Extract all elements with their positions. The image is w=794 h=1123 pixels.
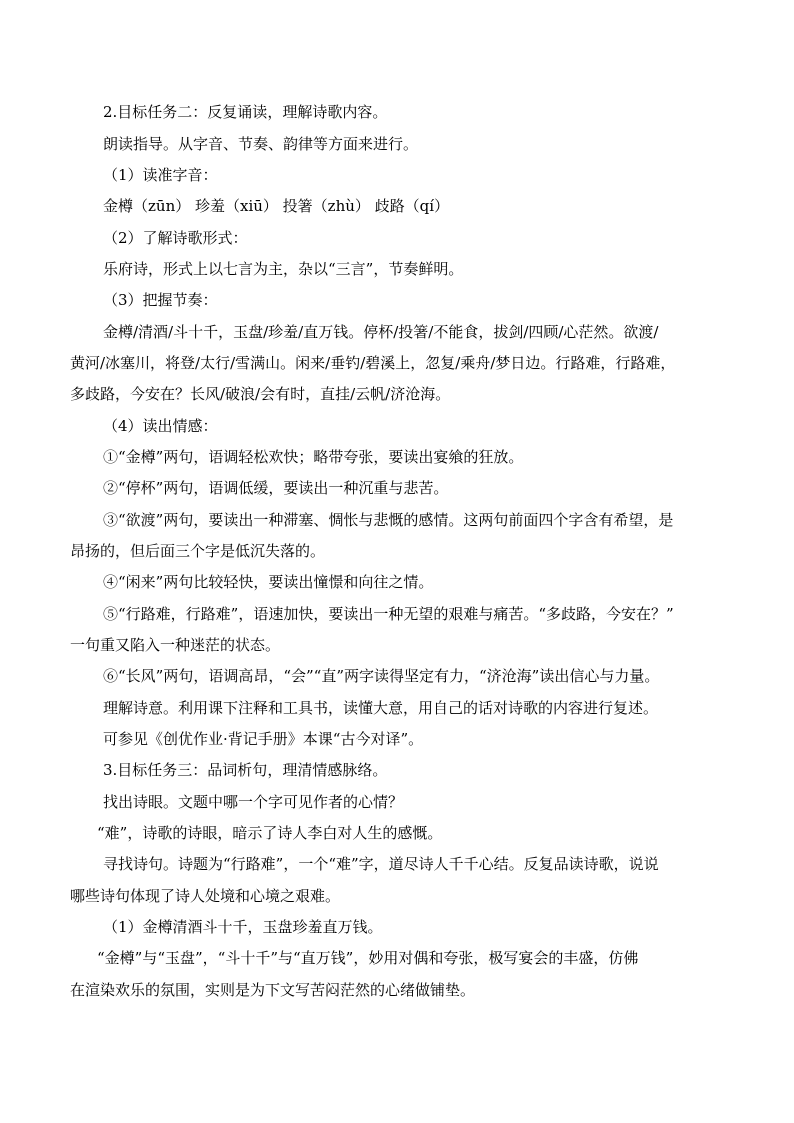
emotion-item-1: ①“金樽”两句，语调轻松欢快；略带夸张，要读出宴飨的狂放。 bbox=[103, 448, 524, 466]
paragraph-reference: 可参见《创优作业·背记手册》本课“古今对译”。 bbox=[103, 730, 424, 748]
paragraph-understand-meaning: 理解诗意。利用课下注释和工具书，读懂大意，用自己的话对诗歌的内容进行复述。 bbox=[103, 699, 659, 717]
analysis-line-1-cont: 在渲染欢乐的氛围，实则是为下文写苦闷茫然的心绪做铺垫。 bbox=[70, 981, 476, 999]
rhythm-line-2: 黄河/冰塞川，将登/太行/雪满山。闲来/垂钓/碧溪上，忽复/乘舟/梦日边。行路难，行路难， bbox=[70, 354, 676, 372]
section-heading-task-3: 3.目标任务三：品词析句，理清情感脉络。 bbox=[103, 761, 388, 779]
section-heading-task-2: 2.目标任务二：反复诵读，理解诗歌内容。 bbox=[103, 103, 388, 121]
pronunciation-list: 金樽（zūn） 珍羞（xiū） 投箸（zhù） 歧路（qí） bbox=[103, 197, 450, 215]
rhythm-line-3: 多歧路，今安在？长风/破浪/会有时，直挂/云帆/济沧海。 bbox=[70, 385, 451, 403]
emotion-item-5-cont: 一句重又陷入一种迷茫的状态。 bbox=[70, 636, 281, 654]
emotion-item-2: ②“停杯”两句，语调低缓，要读出一种沉重与悲苦。 bbox=[103, 479, 449, 497]
subheading-line-1: （1）金樽清酒斗十千，玉盘珍羞直万钱。 bbox=[103, 918, 383, 936]
rhythm-line-1: 金樽/清酒/斗十千，玉盘/珍羞/直万钱。停杯/投箸/不能食，拔剑/四顾/心茫然。欲渡/ bbox=[103, 323, 659, 341]
paragraph-reading-guide: 朗读指导。从字音、节奏、韵律等方面来进行。 bbox=[103, 135, 419, 153]
subheading-emotion: （4）读出情感： bbox=[103, 417, 218, 435]
subheading-pronunciation: （1）读准字音： bbox=[103, 166, 218, 184]
paragraph-find-lines: 寻找诗句。诗题为“行路难”，一个“难”字，道尽诗人千千心结。反复品读诗歌，说说 bbox=[103, 855, 659, 873]
paragraph-find-poem-eye: 找出诗眼。文题中哪一个字可见作者的心情？ bbox=[103, 793, 404, 811]
paragraph-poem-form: 乐府诗，形式上以七言为主，杂以“三言”，节奏鲜明。 bbox=[103, 260, 464, 278]
emotion-item-4: ④“闲来”两句比较轻快，要读出憧憬和向往之情。 bbox=[103, 573, 434, 591]
analysis-line-1: “金樽”与“玉盘”，“斗十千”与“直万钱”，妙用对偶和夸张，极写宴会的丰盛，仿佛 bbox=[97, 949, 639, 967]
emotion-item-3: ③“欲渡”两句，要读出一种滞塞、惆怅与悲慨的感情。这两句前面四个字含有希望，是 bbox=[103, 511, 674, 529]
emotion-item-3-cont: 昂扬的，但后面三个字是低沉失落的。 bbox=[70, 542, 326, 560]
emotion-item-5: ⑤“行路难，行路难”，语速加快，要读出一种无望的艰难与痛苦。“多歧路，今安在？” bbox=[103, 605, 674, 623]
emotion-item-6: ⑥“长风”两句，语调高昂，“会”“直”两字读得坚定有力，“济沧海”读出信心与力量。 bbox=[103, 667, 660, 685]
subheading-rhythm: （3）把握节奏： bbox=[103, 291, 218, 309]
paragraph-poem-eye-answer: “难”，诗歌的诗眼，暗示了诗人李白对人生的感慨。 bbox=[97, 824, 443, 842]
subheading-poem-form: （2）了解诗歌形式： bbox=[103, 229, 248, 247]
paragraph-find-lines-cont: 哪些诗句体现了诗人处境和心境之艰难。 bbox=[70, 887, 341, 905]
